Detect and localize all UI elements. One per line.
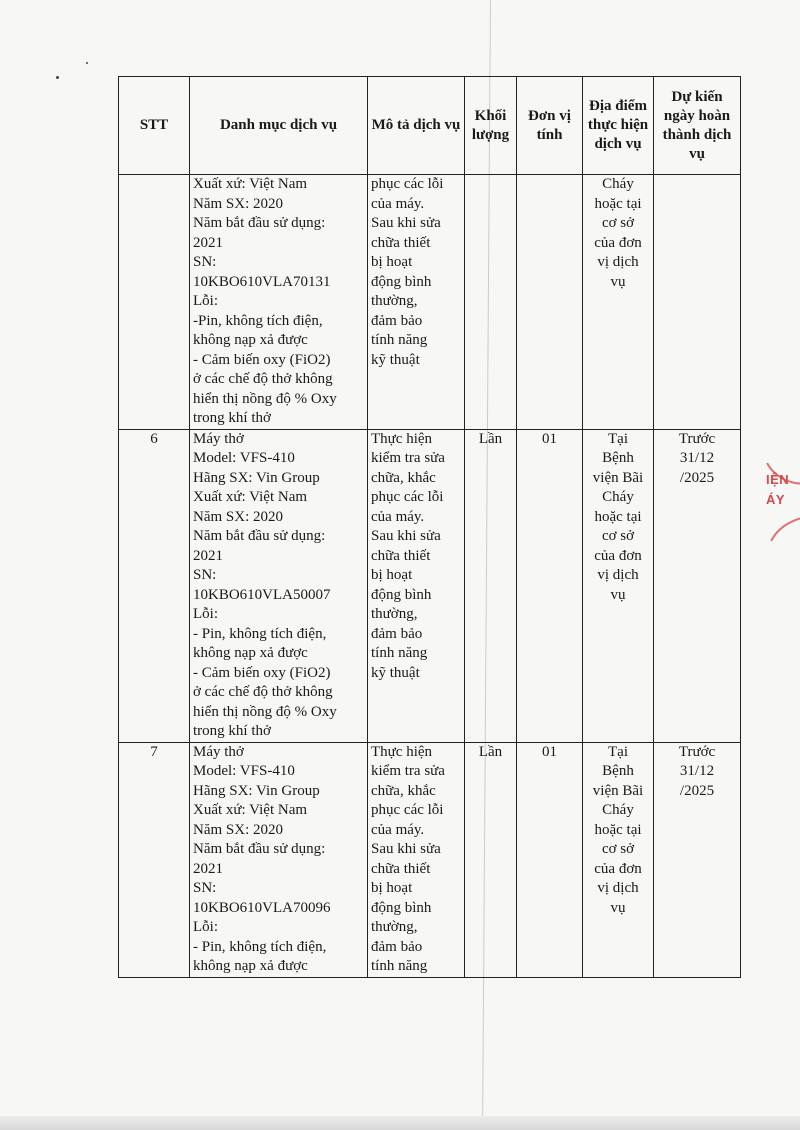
header-unit: Đơn vị tính [517,77,583,175]
cell-line: Hãng SX: Vin Group [193,782,320,799]
cell-location [583,742,654,977]
cell-line: - Pin, không tích điện, [193,625,327,642]
cell-line: Cháy [602,802,634,818]
cell-line: 10KBO610VLA70096 [193,899,331,916]
cell-line: tính năng [371,332,428,348]
cell-line: của đơn [594,547,642,564]
cell-service [190,429,368,742]
cell-line: Cháy [602,489,634,505]
cell-line: /2025 [679,469,715,486]
cell-line: thường, [371,919,418,935]
cell-line: hoặc tại [594,821,642,838]
cell-location [583,175,654,430]
cell-line: cơ sở [601,841,635,857]
cell-line: SN: [193,880,217,896]
cell-line: Máy thở [193,743,244,760]
cell-line: 2021 [193,860,223,877]
cell-unit: 01 [517,742,583,977]
cell-line: Sau khi sửa [371,528,441,544]
header-location: Địa điểm thực hiện dịch vụ [583,77,654,175]
cell-line: ở các chế độ thở không [193,371,333,387]
cell-line: Model: VFS-410 [193,763,295,779]
cell-line: Bệnh [602,763,634,779]
cell-line: thường, [371,606,418,622]
cell-deadline [654,742,741,977]
cell-line: hoặc tại [594,508,642,525]
scan-speck [86,62,88,64]
cell-line: ở các chế độ thở không [193,684,333,700]
cell-line: - Pin, không tích điện, [193,938,327,955]
cell-line: chữa, khắc [371,469,436,486]
cell-stt [119,175,190,430]
table-row [119,429,741,742]
cell-line: không nạp xả được [193,645,308,661]
cell-line: Trước [678,430,716,447]
cell-line: của đơn [594,234,642,251]
cell-service [190,175,368,430]
cell-line: của máy. [371,508,425,525]
cell-line: viện Bãi [592,469,644,486]
cell-description [368,175,465,430]
cell-unit [517,175,583,430]
cell-line: Năm SX: 2020 [193,821,283,838]
cell-line: chữa thiết [371,860,431,877]
cell-line: trong khí thở [193,410,271,426]
cell-line: phục các lỗi [371,489,444,505]
table-row [119,742,741,977]
cell-line: Model: VFS-410 [193,450,295,466]
header-stt: STT [119,77,190,175]
scan-bottom-edge [0,1116,800,1130]
cell-line: đảm bảo [371,938,423,955]
cell-line: động bình [371,586,432,603]
cell-deadline [654,429,741,742]
cell-line: Xuất xứ: Việt Nam [193,489,308,505]
cell-quantity [465,175,517,430]
cell-line: Lỗi: [193,919,218,935]
cell-line: - Cảm biến oxy (FiO2) [193,351,331,368]
cell-line: Xuất xứ: Việt Nam [193,802,308,818]
header-quantity: Khối lượng [465,77,517,175]
cell-line: Tại [608,743,628,760]
cell-line: Thực hiện [371,430,433,447]
cell-line: 31/12 [679,450,715,466]
stamp-arc [758,505,800,570]
cell-line: của máy. [371,195,425,212]
cell-line: vị dịch [597,567,639,583]
cell-line: Năm SX: 2020 [193,508,283,525]
cell-description [368,429,465,742]
stamp-text: IỆN [766,472,790,487]
cell-line: Hãng SX: Vin Group [193,469,320,486]
cell-service [190,742,368,977]
cell-line: phục các lỗi [371,802,444,818]
cell-line: Sau khi sửa [371,841,441,857]
cell-line: Trước [678,743,716,760]
cell-line: Xuất xứ: Việt Nam [193,176,308,192]
cell-line: -Pin, không tích điện, [193,312,323,329]
header-service: Danh mục dịch vụ [190,77,368,175]
cell-line: vụ [610,586,626,603]
cell-line: vụ [610,899,626,916]
cell-line: 10KBO610VLA70131 [193,273,331,290]
cell-line: của đơn [594,860,642,877]
cell-quantity: Lần [465,742,517,977]
table-row [119,175,741,430]
cell-line: chữa thiết [371,234,431,251]
cell-line: đảm bảo [371,312,423,329]
cell-line: động bình [371,899,432,916]
cell-line: Năm bắt đầu sử dụng: [193,841,326,857]
cell-line: đảm bảo [371,625,423,642]
cell-line: chữa, khắc [371,782,436,799]
cell-stt: 7 [119,742,190,977]
cell-line: phục các lỗi [371,176,444,192]
cell-line: bị hoạt [371,254,413,270]
cell-line: Máy thở [193,430,244,447]
header-description: Mô tả dịch vụ [368,77,465,175]
cell-line: - Cảm biến oxy (FiO2) [193,664,331,681]
cell-line: SN: [193,567,217,583]
cell-line: SN: [193,254,217,270]
cell-description [368,742,465,977]
cell-line: chữa thiết [371,547,431,564]
cell-location [583,429,654,742]
cell-line: hiển thị nồng độ % Oxy [193,703,337,720]
cell-line: kiểm tra sửa [371,450,445,466]
cell-line: bị hoạt [371,880,413,896]
cell-line: của máy. [371,821,425,838]
cell-line: vị dịch [597,880,639,896]
cell-line: kỹ thuật [371,664,420,681]
scan-speck [56,76,59,79]
cell-line: kỹ thuật [371,351,420,368]
cell-line: 31/12 [679,763,715,779]
cell-line: cơ sở [601,528,635,544]
table-header-row [119,77,741,175]
cell-line: động bình [371,273,432,290]
cell-line: Năm bắt đầu sử dụng: [193,528,326,544]
red-stamp-fragment [752,420,800,570]
cell-deadline [654,175,741,430]
cell-line: 2021 [193,234,223,251]
cell-line: Thực hiện [371,743,433,760]
cell-quantity: Lần [465,429,517,742]
cell-line: kiểm tra sửa [371,763,445,779]
cell-line: tính năng [371,958,428,974]
cell-line: vị dịch [597,254,639,270]
cell-line: vụ [610,273,626,290]
cell-line: trong khí thở [193,723,271,739]
cell-line: Bệnh [602,450,634,466]
cell-stt: 6 [119,429,190,742]
cell-line: 2021 [193,547,223,564]
service-table [118,76,741,978]
header-deadline: Dự kiến ngày hoàn thành dịch vụ [654,77,741,175]
cell-line: không nạp xả được [193,332,308,348]
cell-line: hoặc tại [594,195,642,212]
cell-line: Lỗi: [193,293,218,309]
cell-unit: 01 [517,429,583,742]
cell-line: Lỗi: [193,606,218,622]
table-body [119,175,741,978]
stamp-text: ÁY [766,492,786,507]
cell-line: bị hoạt [371,567,413,583]
cell-line: Cháy [602,176,634,192]
cell-line: hiển thị nồng độ % Oxy [193,390,337,407]
cell-line: Tại [608,430,628,447]
cell-line: không nạp xả được [193,958,308,974]
cell-line: Năm SX: 2020 [193,195,283,212]
cell-line: thường, [371,293,418,309]
cell-line: /2025 [679,782,715,799]
cell-line: Năm bắt đầu sử dụng: [193,215,326,231]
cell-line: cơ sở [601,215,635,231]
cell-line: viện Bãi [592,782,644,799]
cell-line: tính năng [371,645,428,661]
cell-line: 10KBO610VLA50007 [193,586,331,603]
cell-line: Sau khi sửa [371,215,441,231]
